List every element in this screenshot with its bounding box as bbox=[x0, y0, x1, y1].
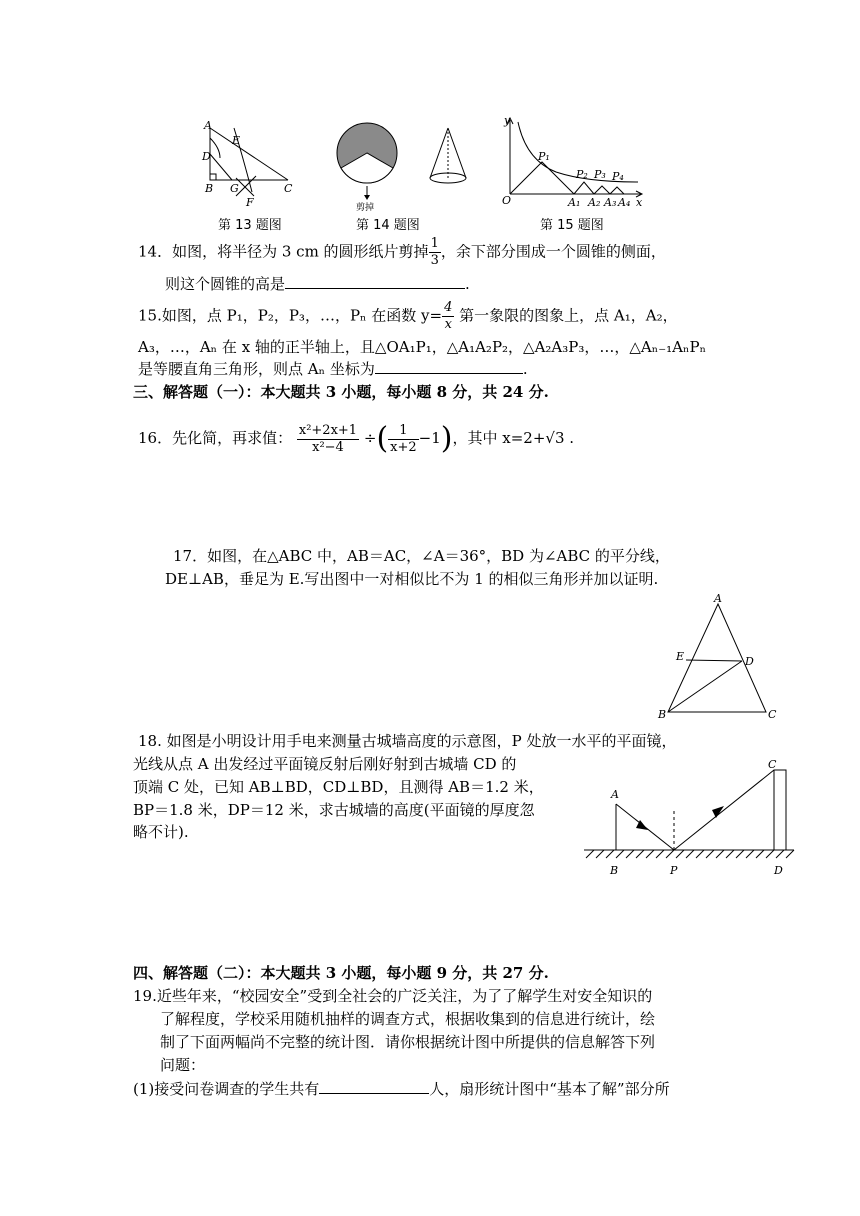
cut-arrow bbox=[364, 195, 370, 200]
segment-bd bbox=[668, 661, 742, 712]
q15-line1: 15.如图，点 P₁，P₂，P₃，…，Pₙ 在函数 y= $\frac{4}{x}$ 第一象限的图象上，点 A₁，A₂， bbox=[138, 300, 678, 332]
q18-line3: 顶端 C 处，已知 AB⊥BD，CD⊥BD，且测得 AB＝1.2 米， bbox=[133, 778, 544, 796]
fig13-label-g: G bbox=[230, 182, 239, 195]
q19-line1: 19.近些年来，“校园安全”受到全社会的广泛关注，为了了解学生对安全知识的 bbox=[133, 987, 653, 1005]
fig13-caption: 第 13 题图 bbox=[218, 218, 282, 233]
q17-line2: DE⊥AB，垂足为 E.写出图中一对相似比不为 1 的相似三角形并加以证明. bbox=[165, 570, 659, 588]
fig13-label-d: D bbox=[202, 150, 211, 163]
fig15-label-p2: P₂ bbox=[576, 168, 588, 181]
fig15-label-x: x bbox=[636, 196, 643, 209]
q16-line: 16．先化简，再求值： $\frac{\text{x²+2x+1}}{\text{x²−4}}$ ÷( $\frac{1}{x+2}$ −1)，其中 x=2+√3 . bbox=[138, 421, 575, 456]
q19-sub1: (1)接受问卷调查的学生共有 人，扇形统计图中“基本了解”部分所 bbox=[133, 1080, 670, 1098]
fig13-label-f: F bbox=[246, 196, 254, 209]
q14-answer-blank bbox=[285, 273, 465, 289]
figure-18 bbox=[580, 756, 800, 882]
city-wall-cd bbox=[774, 770, 786, 850]
fig15-caption: 第 15 题图 bbox=[540, 218, 604, 233]
fig18-label-b: B bbox=[610, 864, 619, 877]
cone bbox=[430, 128, 466, 183]
fig13-label-a: A bbox=[204, 119, 212, 132]
q18-line5: 略不计). bbox=[133, 823, 189, 841]
fig17-label-a: A bbox=[714, 592, 722, 605]
ground-hatch bbox=[586, 850, 794, 858]
q19-line4: 问题： bbox=[160, 1056, 206, 1074]
fig18-label-p: P bbox=[670, 864, 678, 877]
fig17-label-c: C bbox=[768, 708, 777, 721]
q18-line1: 18. 如图是小明设计用手电来测量古城墙高度的示意图，P 处放一水平的平面镜， bbox=[138, 732, 677, 750]
fig15-label-a1: A₁ bbox=[568, 196, 581, 209]
fig13-label-c: C bbox=[284, 182, 293, 195]
figure-15 bbox=[496, 116, 646, 212]
section4-title: 四、解答题（二）：本大题共 3 小题，每小题 9 分，共 27 分. bbox=[133, 964, 549, 982]
fig15-label-p3: P₃ bbox=[594, 168, 606, 181]
q19-line2: 了解程度，学校采用随机抽样的调查方式，根据收集到的信息进行统计，绘 bbox=[160, 1010, 656, 1028]
fig17-label-d: D bbox=[745, 655, 754, 668]
fig15-label-a4: A₄ bbox=[618, 196, 631, 209]
fig15-label-a2: A₂ bbox=[588, 196, 601, 209]
q19-answer-blank bbox=[319, 1078, 429, 1094]
section3-title: 三、解答题（一）：本大题共 3 小题，每小题 8 分，共 24 分. bbox=[133, 383, 549, 401]
side-ac bbox=[210, 128, 288, 180]
fig13-label-e: E bbox=[232, 134, 241, 147]
fig18-label-d: D bbox=[774, 864, 783, 877]
q14-line1: 14．如图，将半径为 3 cm 的圆形纸片剪掉 $\frac{1}{3}$ ，余下部分围成一个圆锥的侧面， bbox=[138, 236, 666, 268]
segment-de bbox=[686, 660, 742, 661]
light-ray-out bbox=[674, 770, 774, 850]
q17-line1: 17．如图，在△ABC 中，AB＝AC，∠A＝36°，BD 为∠ABC 的平分线， bbox=[173, 547, 670, 565]
figure-14 bbox=[336, 122, 476, 213]
fig15-label-p1: P₁ bbox=[538, 150, 550, 163]
fig17-label-b: B bbox=[658, 708, 667, 721]
fig17-label-e: E bbox=[676, 650, 685, 663]
q15-line2: A₃，…，Aₙ 在 x 轴的正半轴上，且△OA₁P₁，△A₁A₂P₂，△A₂A₃P₃，…，△Aₙ₋₁AₙPₙ bbox=[138, 338, 707, 356]
arc-cross-1 bbox=[236, 176, 256, 196]
fig15-label-o: O bbox=[502, 194, 512, 207]
triangle-4 bbox=[610, 187, 624, 194]
fig14-caption: 第 14 题图 bbox=[356, 218, 420, 233]
q18-line2: 光线从点 A 出发经过平面镜反射后刚好射到古城墙 CD 的 bbox=[133, 755, 517, 773]
triangle-3 bbox=[594, 186, 610, 194]
fig15-label-y: y bbox=[504, 114, 511, 127]
cut-label: 剪掉 bbox=[356, 203, 375, 213]
fig15-label-p4: P₄ bbox=[612, 170, 624, 183]
fig15-label-a3: A₃ bbox=[604, 196, 617, 209]
triangle-2 bbox=[574, 182, 594, 194]
figure-13 bbox=[196, 118, 306, 210]
fig18-label-c: C bbox=[768, 758, 777, 771]
triangle-1 bbox=[510, 162, 574, 194]
q15-line3: 是等腰直角三角形，则点 Aₙ 坐标为 . bbox=[138, 360, 528, 378]
fig13-label-b: B bbox=[205, 182, 214, 195]
fig18-label-a: A bbox=[611, 788, 619, 801]
q19-line3: 制了下面两幅尚不完整的统计图．请你根据统计图中所提供的信息解答下列 bbox=[160, 1033, 656, 1051]
q15-answer-blank bbox=[375, 358, 523, 374]
segment-dg bbox=[210, 154, 232, 180]
q14-line2: 则这个圆锥的高是 . bbox=[165, 275, 470, 293]
figure-17 bbox=[652, 594, 782, 722]
q18-line4: BP＝1.8 米，DP＝12 米，求古城墙的高度(平面镜的厚度忽 bbox=[133, 801, 535, 819]
right-angle-mark bbox=[210, 174, 216, 180]
